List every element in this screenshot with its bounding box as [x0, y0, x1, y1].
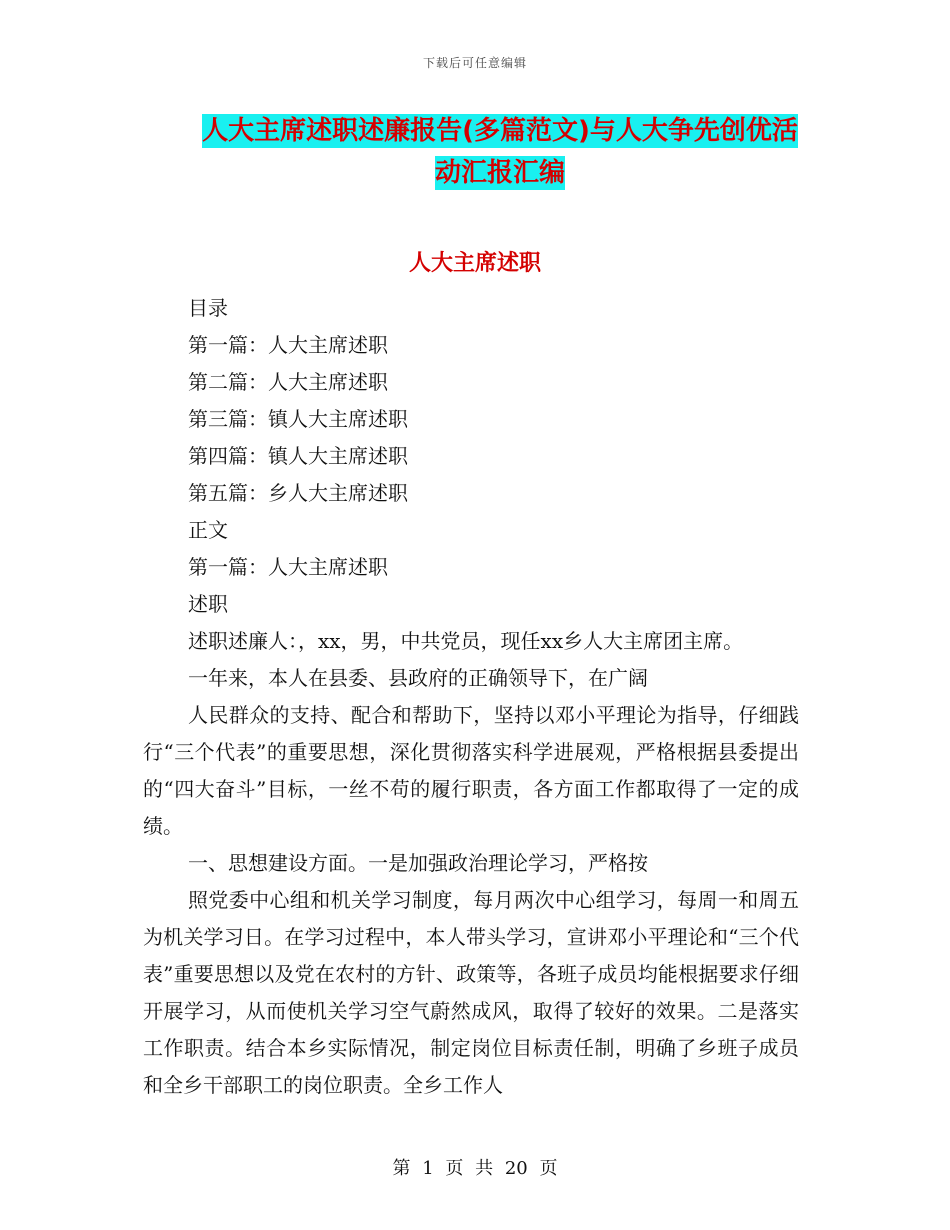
page-number: 第 1 页 共 20 页 — [392, 1158, 558, 1179]
title-highlight-1: 人大主席述职述廉报告(多篇范文)与人大争先创优活 — [202, 116, 798, 146]
toc-item: 第三篇：镇人大主席述职 — [188, 407, 408, 431]
document-title-line-1 — [140, 110, 860, 152]
toc-item: 第四篇：镇人大主席述职 — [188, 444, 408, 468]
toc-heading: 目录 — [188, 296, 228, 320]
body-line: 述职述廉人：，xx，男，中共党员，现任xx乡人大主席团主席。 — [188, 629, 744, 653]
document-title — [140, 110, 860, 194]
body-paragraph: 人民群众的支持、配合和帮助下，坚持以邓小平理论为指导，仔细践行“三个代表”的重要思想，深化贯彻落实科学进展观，严格根据县委提出的“四大奋斗”目标，一丝不苟的履行职责，各方面工作都取得了一定的成绩。 — [143, 703, 799, 838]
page-header-note: 下载后可任意编辑 — [422, 56, 527, 70]
body-line: 一年来，本人在县委、县政府的正确领导下，在广阔 — [188, 666, 648, 690]
section-title: 人大主席述职 — [408, 251, 541, 276]
body-line: 一、思想建设方面。一是加强政治理论学习，严格按 — [188, 851, 648, 875]
chapter-subheading: 述职 — [188, 592, 228, 616]
body-paragraph: 照党委中心组和机关学习制度，每月两次中心组学习，每周一和周五为机关学习日。在学习过程中，本人带头学习，宣讲邓小平理论和“三个代表”重要思想以及党在农村的方针、政策等，各班子成员均能根据要求仔细开展学习，从而使机关学习空气蔚然成风，取得了较好的效果。二是落实工作职责。结合本乡实际情况，制定岗位目标责任制，明确了乡班子成员和全乡干部职工的岗位职责。全乡工作人 — [143, 888, 799, 1097]
document-title-line-2 — [140, 152, 860, 194]
chapter-title: 第一篇：人大主席述职 — [188, 555, 388, 579]
title-highlight-2: 动汇报汇编 — [434, 158, 565, 188]
document-body — [143, 290, 799, 1104]
toc-item: 第一篇：人大主席述职 — [188, 333, 388, 357]
toc-item: 第二篇：人大主席述职 — [188, 370, 388, 394]
toc-item: 第五篇：乡人大主席述职 — [188, 481, 408, 505]
body-heading: 正文 — [188, 518, 228, 542]
